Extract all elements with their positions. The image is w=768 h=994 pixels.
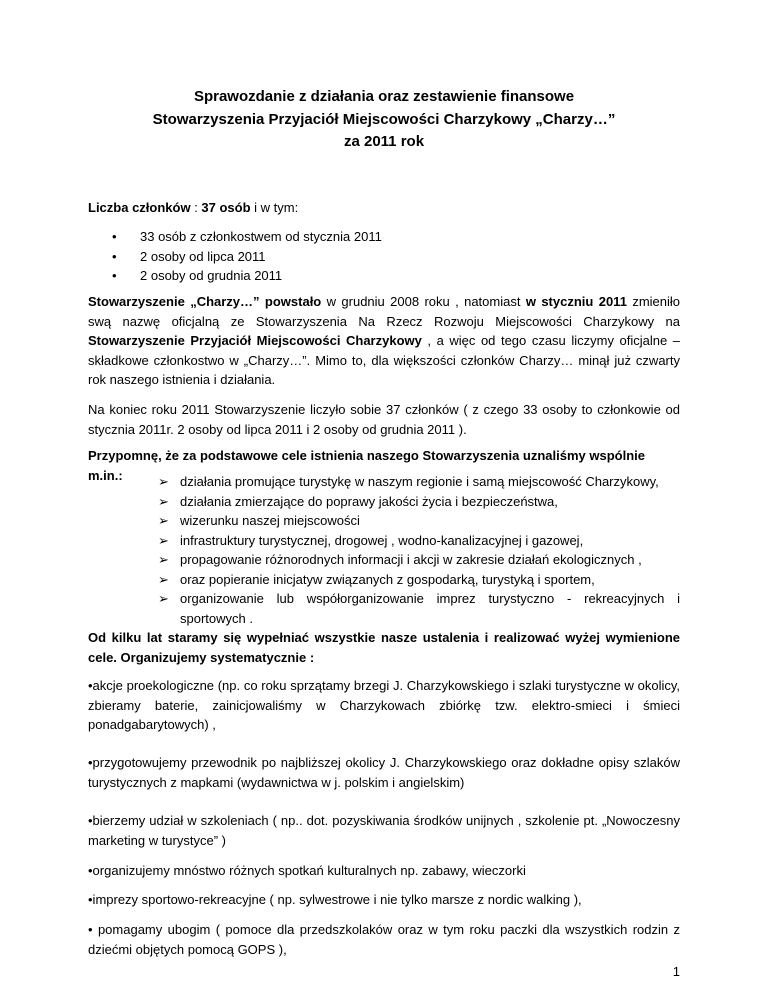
members-list <box>88 227 680 286</box>
goals-list <box>88 472 680 628</box>
members-paragraph: Na koniec roku 2011 Stowarzyszenie liczyło sobie 37 członków ( z czego 33 osoby to członkowie od stycznia 2011r. 2 osoby od lipca 2011 i 2 osoby od grudnia 2011 ). <box>88 402 680 437</box>
list-item: ➢ działania promujące turystykę w naszym regionie i samą miejscowość Charzykowy, <box>88 472 680 492</box>
goals-heading: Przypomnę, że za podstawowe cele istnienia naszego Stowarzyszenia uznaliśmy wspólnie m.in.: <box>88 448 645 483</box>
list-item: • 2 osoby od grudnia 2011 <box>88 266 680 286</box>
activity-item: •bierzemy udział w szkoleniach ( np.. dot. pozyskiwania środków unijnych , szkolenie pt. „Nowoczesny marketing w turystyce” ) <box>88 813 680 848</box>
list-item: • 2 osoby od lipca 2011 <box>88 247 680 267</box>
bullet-icon: • <box>112 229 117 244</box>
bullet-icon: • <box>112 248 117 264</box>
list-item: ➢ oraz popieranie inicjatyw związanych z gospodarką, turystyką i sportem, <box>88 570 680 590</box>
title-line-3: za 2011 rok <box>343 133 425 150</box>
activities-intro: Od kilku lat staramy się wypełniać wszystkie nasze ustalenia i realizować wyżej wymienione cele. Organizujemy systematycznie : <box>88 630 680 665</box>
report-title <box>0 86 768 154</box>
arrow-bullet-icon: ➢ <box>158 474 169 489</box>
members-section <box>88 198 680 218</box>
activity-item: •organizujemy mnóstwo różnych spotkań kulturalnych np. zabawy, wieczorki <box>88 863 526 878</box>
list-item: ➢ działania zmierzające do poprawy jakości życia i bezpieczeństwa, <box>88 492 680 512</box>
arrow-bullet-icon: ➢ <box>158 591 169 606</box>
arrow-bullet-icon: ➢ <box>158 532 169 548</box>
activity-item: •imprezy sportowo-rekreacyjne ( np. sylwestrowe i nie tylko marsze z nordic walking ), <box>88 892 582 907</box>
list-item: ➢ propagowanie różnorodnych informacji i akcji w zakresie działań ekologicznych , <box>88 550 680 570</box>
list-item: ➢ wizerunku naszej miejscowości <box>88 511 680 531</box>
activity-item: • pomagamy ubogim ( pomoce dla przedszkolaków oraz w tym roku paczki dla wszystkich rodzin z dziećmi objętych pomocą GOPS ), <box>88 922 680 957</box>
list-item: • 33 osób z członkostwem od stycznia 2011 <box>88 227 680 247</box>
activity-item: •przygotowujemy przewodnik po najbliższej okolicy J. Charzykowskiego oraz dokładne opisy szlaków turystycznych z mapkami (wydawnictwa w j. polskim i angielskim) <box>88 755 680 790</box>
arrow-bullet-icon: ➢ <box>158 552 169 567</box>
title-line-2: Stowarzyszenia Przyjaciół Miejscowości Charzykowy „Charzy…” <box>152 110 616 128</box>
history-paragraph: Stowarzyszenie „Charzy…” powstało w grudniu 2008 roku , natomiast w styczniu 2011 zmieniło swą nazwę oficjalną ze Stowarzyszenia Na Rzecz Rozwoju Miejscowości Charzykowy na Stowarzyszenie Przyjaciół Miejscowości Charzykowy , a więc od tego czasu liczymy oficjalne – składkowe członkostwo w „Charzy…”. Mimo to, dla większości członków Charzy… minął już czwarty rok naszego istnienia i działania. <box>88 294 680 387</box>
arrow-bullet-icon: ➢ <box>158 493 169 509</box>
page-number: 1 <box>672 964 680 979</box>
arrow-bullet-icon: ➢ <box>158 513 169 528</box>
list-item: ➢ infrastruktury turystycznej, drogowej , wodno-kanalizacyjnej i gazowej, <box>88 531 680 551</box>
members-summary: Liczba członków : 37 osób i w tym: <box>88 200 299 215</box>
title-line-1: Sprawozdanie z działania oraz zestawienie finansowe <box>193 88 575 105</box>
list-item: ➢ organizowanie lub współorganizowanie imprez turystyczno - rekreacyjnych i sportowych . <box>158 591 680 626</box>
bullet-icon: • <box>112 268 117 283</box>
arrow-bullet-icon: ➢ <box>158 571 169 587</box>
activity-item: •akcje proekologiczne (np. co roku sprzątamy brzegi J. Charzykowskiego i szlaki turystyczne w okolicy, zbieramy baterie, zainicjowaliśmy w Charzykowach zbiórkę tzw. elektro-smieci i śmieci ponadgabarytowych) , <box>88 678 680 732</box>
